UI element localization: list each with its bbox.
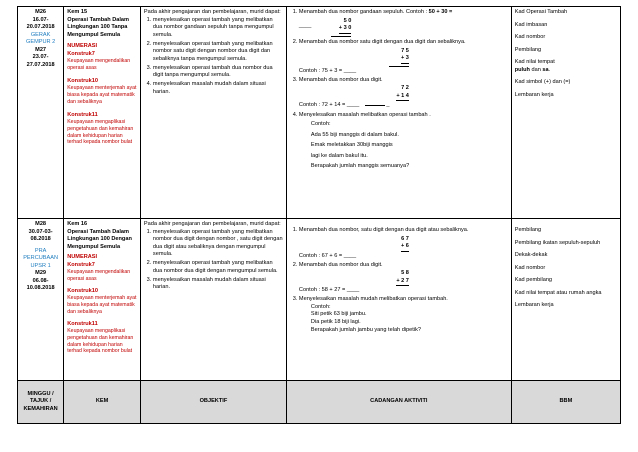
activity-cell bbox=[286, 219, 511, 381]
list-item bbox=[299, 39, 508, 75]
list-item bbox=[299, 9, 508, 38]
objective-intro: Pada akhir pengajaran dan pembelajaran, murid dapat: bbox=[143, 221, 281, 227]
objective-list bbox=[144, 229, 283, 292]
list-item: 1. menyelesaikan operasi tambah yang melibatkan dua nombor gandaan sepuluh tanpa mengumpul semula. bbox=[153, 17, 283, 40]
event-label: GERAK GEMPUR 2 bbox=[26, 31, 56, 46]
example-line: Contoh: bbox=[310, 303, 331, 310]
example-line: Dia petik 18 biji lagi. bbox=[310, 319, 361, 326]
activity-equation bbox=[299, 102, 508, 110]
activity-equation: Contoh : 67 + 6 = ____ bbox=[298, 252, 357, 259]
kem-title: Kem 16 bbox=[67, 221, 88, 227]
bbm-item: Kad nilai tempat atau rumah angka bbox=[514, 289, 602, 296]
list-item bbox=[299, 227, 508, 260]
bbm-item: Kad nombor bbox=[514, 264, 546, 271]
activity-equation: Contoh : 58 + 27 = ____ bbox=[298, 287, 360, 294]
event-label: PRA PERCUBAAN UPSR 1 bbox=[23, 247, 59, 269]
konstruk-desc: Keupayaan menterjemah ayat biasa kepada ayat matematik dan sebaliknya bbox=[67, 85, 137, 105]
list-item: 3. menyelesaikan operasi tambah dua nombor dua digit tanpa mengumpul semula. bbox=[153, 65, 283, 80]
konstruk-desc: Keupayaan mengaplikasi pengetahuan dan kemahiran dalam kehidupan harian terhad kepada nombor bulat bbox=[67, 328, 134, 355]
bbm-item: Pembilang bbox=[514, 46, 542, 53]
activity-list bbox=[290, 227, 508, 334]
list-item: 2. menyelesaikan operasi tambah yang melibatkan nombor satu digit dengan nombor dua digit dan sebaliknya tanpa mengumpul semula. bbox=[153, 41, 283, 64]
math-line: 7 5 bbox=[401, 47, 409, 54]
list-item: 3. menyelesaikan masalah mudah dalam situasi harian. bbox=[153, 277, 283, 292]
table-header-row bbox=[18, 381, 621, 424]
bbm-item: Dekak-dekak bbox=[514, 252, 548, 259]
bbm-cell bbox=[511, 219, 620, 381]
math-line: + 2 7 bbox=[396, 278, 409, 287]
kem-cell bbox=[64, 7, 141, 219]
list-item: 4. menyelesaikan masalah mudah dalam situasi harian. bbox=[153, 81, 283, 96]
bbm-item: Kad pembilang bbox=[514, 277, 553, 284]
kem-title: Kem 15 bbox=[67, 9, 88, 15]
numerasi-label: NUMERASI bbox=[67, 43, 98, 50]
header-cell: KEM bbox=[64, 381, 141, 424]
math-line: 5 0 bbox=[343, 17, 352, 24]
activity-text: Menyelesaikan masalah melibatkan operasi tambah . bbox=[298, 111, 431, 118]
activity-equation: 50 + 30 = bbox=[428, 9, 453, 15]
math-line: + 1 4 bbox=[396, 93, 409, 102]
bbm-text: dan bbox=[529, 66, 543, 73]
answer-line bbox=[365, 105, 385, 106]
konstruk-desc: Keupayaan mengendalikan operasi asas bbox=[67, 269, 131, 283]
column-addition bbox=[299, 48, 409, 67]
konstruk-desc: Keupayaan mengaplikasi pengetahuan dan kemahiran dalam kehidupan harian terhad kepada nombor bulat bbox=[67, 119, 134, 146]
objective-cell bbox=[140, 219, 286, 381]
math-line: 5 8 bbox=[401, 270, 409, 277]
activity-cell bbox=[286, 7, 511, 219]
example-line: Contoh: bbox=[310, 121, 331, 128]
math-line: 7 2 bbox=[401, 85, 409, 92]
equation-tail: _ bbox=[386, 102, 390, 109]
column-addition bbox=[299, 85, 409, 101]
column-addition bbox=[299, 270, 409, 286]
example-line: Emak meletakkan 30biji manggis bbox=[310, 142, 393, 149]
activity-text: Menambah dua nombor dua digit. bbox=[298, 261, 383, 268]
bbm-text: . bbox=[548, 66, 551, 73]
header-cell: CADANGAN AKTIVITI bbox=[286, 381, 511, 424]
week-label: M29 bbox=[35, 270, 47, 277]
bbm-item: Pembilang ikatan sepuluh-sepuluh bbox=[514, 239, 601, 246]
math-line: + 3 0 bbox=[339, 25, 352, 34]
bbm-item: Kad simbol (+) dan (=) bbox=[514, 79, 571, 86]
bbm-item: Kad nombor bbox=[514, 34, 546, 41]
bbm-cell bbox=[511, 7, 620, 219]
week-label: M26 bbox=[35, 9, 47, 15]
week-label: M27 bbox=[35, 46, 47, 53]
math-line: + 3 bbox=[401, 55, 409, 64]
activity-text: Menambah dua nombor satu digit dengan dua digit dan sebaliknya. bbox=[298, 39, 466, 46]
konstruk-title: Konstruk11 bbox=[67, 320, 98, 327]
activity-text: Menambah dua nombor gandaan sepuluh. Contoh : bbox=[298, 9, 429, 15]
bbm-item: Lembaran kerja bbox=[514, 91, 554, 98]
activity-text: Menambah dua nombor, satu digit dengan dua digit atau sebaliknya. bbox=[298, 227, 469, 233]
math-line: + 6 bbox=[401, 243, 409, 252]
activity-equation: Contoh : 75 + 3 = ____ bbox=[298, 67, 357, 74]
kem-cell bbox=[64, 219, 141, 381]
table-row bbox=[18, 219, 621, 381]
konstruk-title: Konstruk10 bbox=[67, 287, 98, 294]
list-item bbox=[299, 262, 508, 295]
list-item bbox=[299, 296, 508, 334]
date-range: 30.07-03-08.2018 bbox=[28, 228, 53, 243]
bbm-item: Kad Operasi Tambah bbox=[514, 9, 568, 15]
bbm-item bbox=[515, 67, 617, 75]
activity-list bbox=[290, 9, 508, 171]
example-line: Siti petik 63 biji jambu. bbox=[310, 311, 367, 318]
example-line: Ada 55 biji manggis di dalam bakul. bbox=[310, 131, 399, 138]
column-addition bbox=[325, 18, 351, 37]
bbm-item: Kad nilai tempat bbox=[514, 59, 555, 66]
konstruk-desc: Keupayaan menterjemah ayat biasa kepada ayat matematik dan sebaliknya bbox=[67, 295, 137, 315]
week-cell bbox=[18, 7, 64, 219]
bbm-item: Lembaran kerja bbox=[514, 302, 554, 309]
list-item bbox=[299, 77, 508, 110]
header-cell: OBJEKTIF bbox=[140, 381, 286, 424]
numerasi-label: NUMERASI bbox=[67, 254, 98, 261]
activity-text: Menambah dua nombor dua digit. bbox=[298, 76, 383, 83]
date-range: 06.08-10.08.2018 bbox=[26, 277, 55, 292]
list-item: 1. menyelesaikan operasi tambah yang melibatkan nombor dua digit dengan nombor , satu digit dengan dua digit atau sebaliknya dengan mengumpul semula. bbox=[153, 229, 283, 259]
list-item bbox=[299, 112, 508, 171]
header-cell: MINGGU / TAJUK / KEMAHIRAN bbox=[18, 381, 64, 424]
math-line: 6 7 bbox=[401, 235, 409, 242]
kem-subtitle: Operasi Tambah Dalam Lingkungan 100 Tanpa Mengumpul Semula bbox=[67, 16, 129, 38]
date-range: 16.07-20.07.2018 bbox=[26, 16, 55, 31]
bbm-text: puluh bbox=[514, 66, 530, 73]
konstruk-title: Konstruk7 bbox=[67, 261, 95, 268]
header-cell: BBM bbox=[511, 381, 620, 424]
answer-blank: ____ bbox=[298, 23, 312, 30]
objective-intro: Pada akhir pengajaran dan pembelajaran, murid dapat: bbox=[143, 9, 281, 15]
week-label: M28 bbox=[35, 221, 47, 227]
example-line: Berapakah jumlah manggis semuanya? bbox=[310, 163, 410, 170]
objective-cell bbox=[140, 7, 286, 219]
kem-subtitle: Operasi Tambah Dalam Lingkungan 100 Dengan Mengumpul Semula bbox=[67, 228, 132, 250]
example-line: Berapakah jumlah jambu yang telah dipetik? bbox=[310, 326, 422, 333]
date-range: 23.07-27.07.2018 bbox=[26, 54, 55, 68]
bbm-item: Pembilang bbox=[514, 227, 542, 233]
week-cell bbox=[18, 219, 64, 381]
activity-text: Menyelesaikan masalah mudah melibatkan operasi tambah. bbox=[298, 296, 448, 303]
konstruk-title: Konstruk7 bbox=[67, 50, 95, 57]
konstruk-desc: Keupayaan mengendalikan operasi asas bbox=[67, 58, 131, 72]
konstruk-title: Konstruk10 bbox=[67, 77, 98, 84]
example-line: lagi ke dalam bakul itu. bbox=[310, 152, 368, 159]
equation-text: Contoh : 72 + 14 = ____ bbox=[298, 102, 360, 109]
column-addition bbox=[299, 236, 409, 252]
lesson-plan-table bbox=[17, 6, 621, 424]
objective-list bbox=[144, 17, 283, 97]
table-row bbox=[18, 7, 621, 219]
bbm-item: Kad imbasan bbox=[514, 21, 548, 28]
konstruk-title: Konstruk11 bbox=[67, 111, 98, 118]
list-item: 2. menyelesaikan operasi tambah yang melibatkan dua nombor dua digit dengan mengumpul semula. bbox=[153, 260, 283, 275]
bbm-text: sa bbox=[542, 66, 549, 73]
